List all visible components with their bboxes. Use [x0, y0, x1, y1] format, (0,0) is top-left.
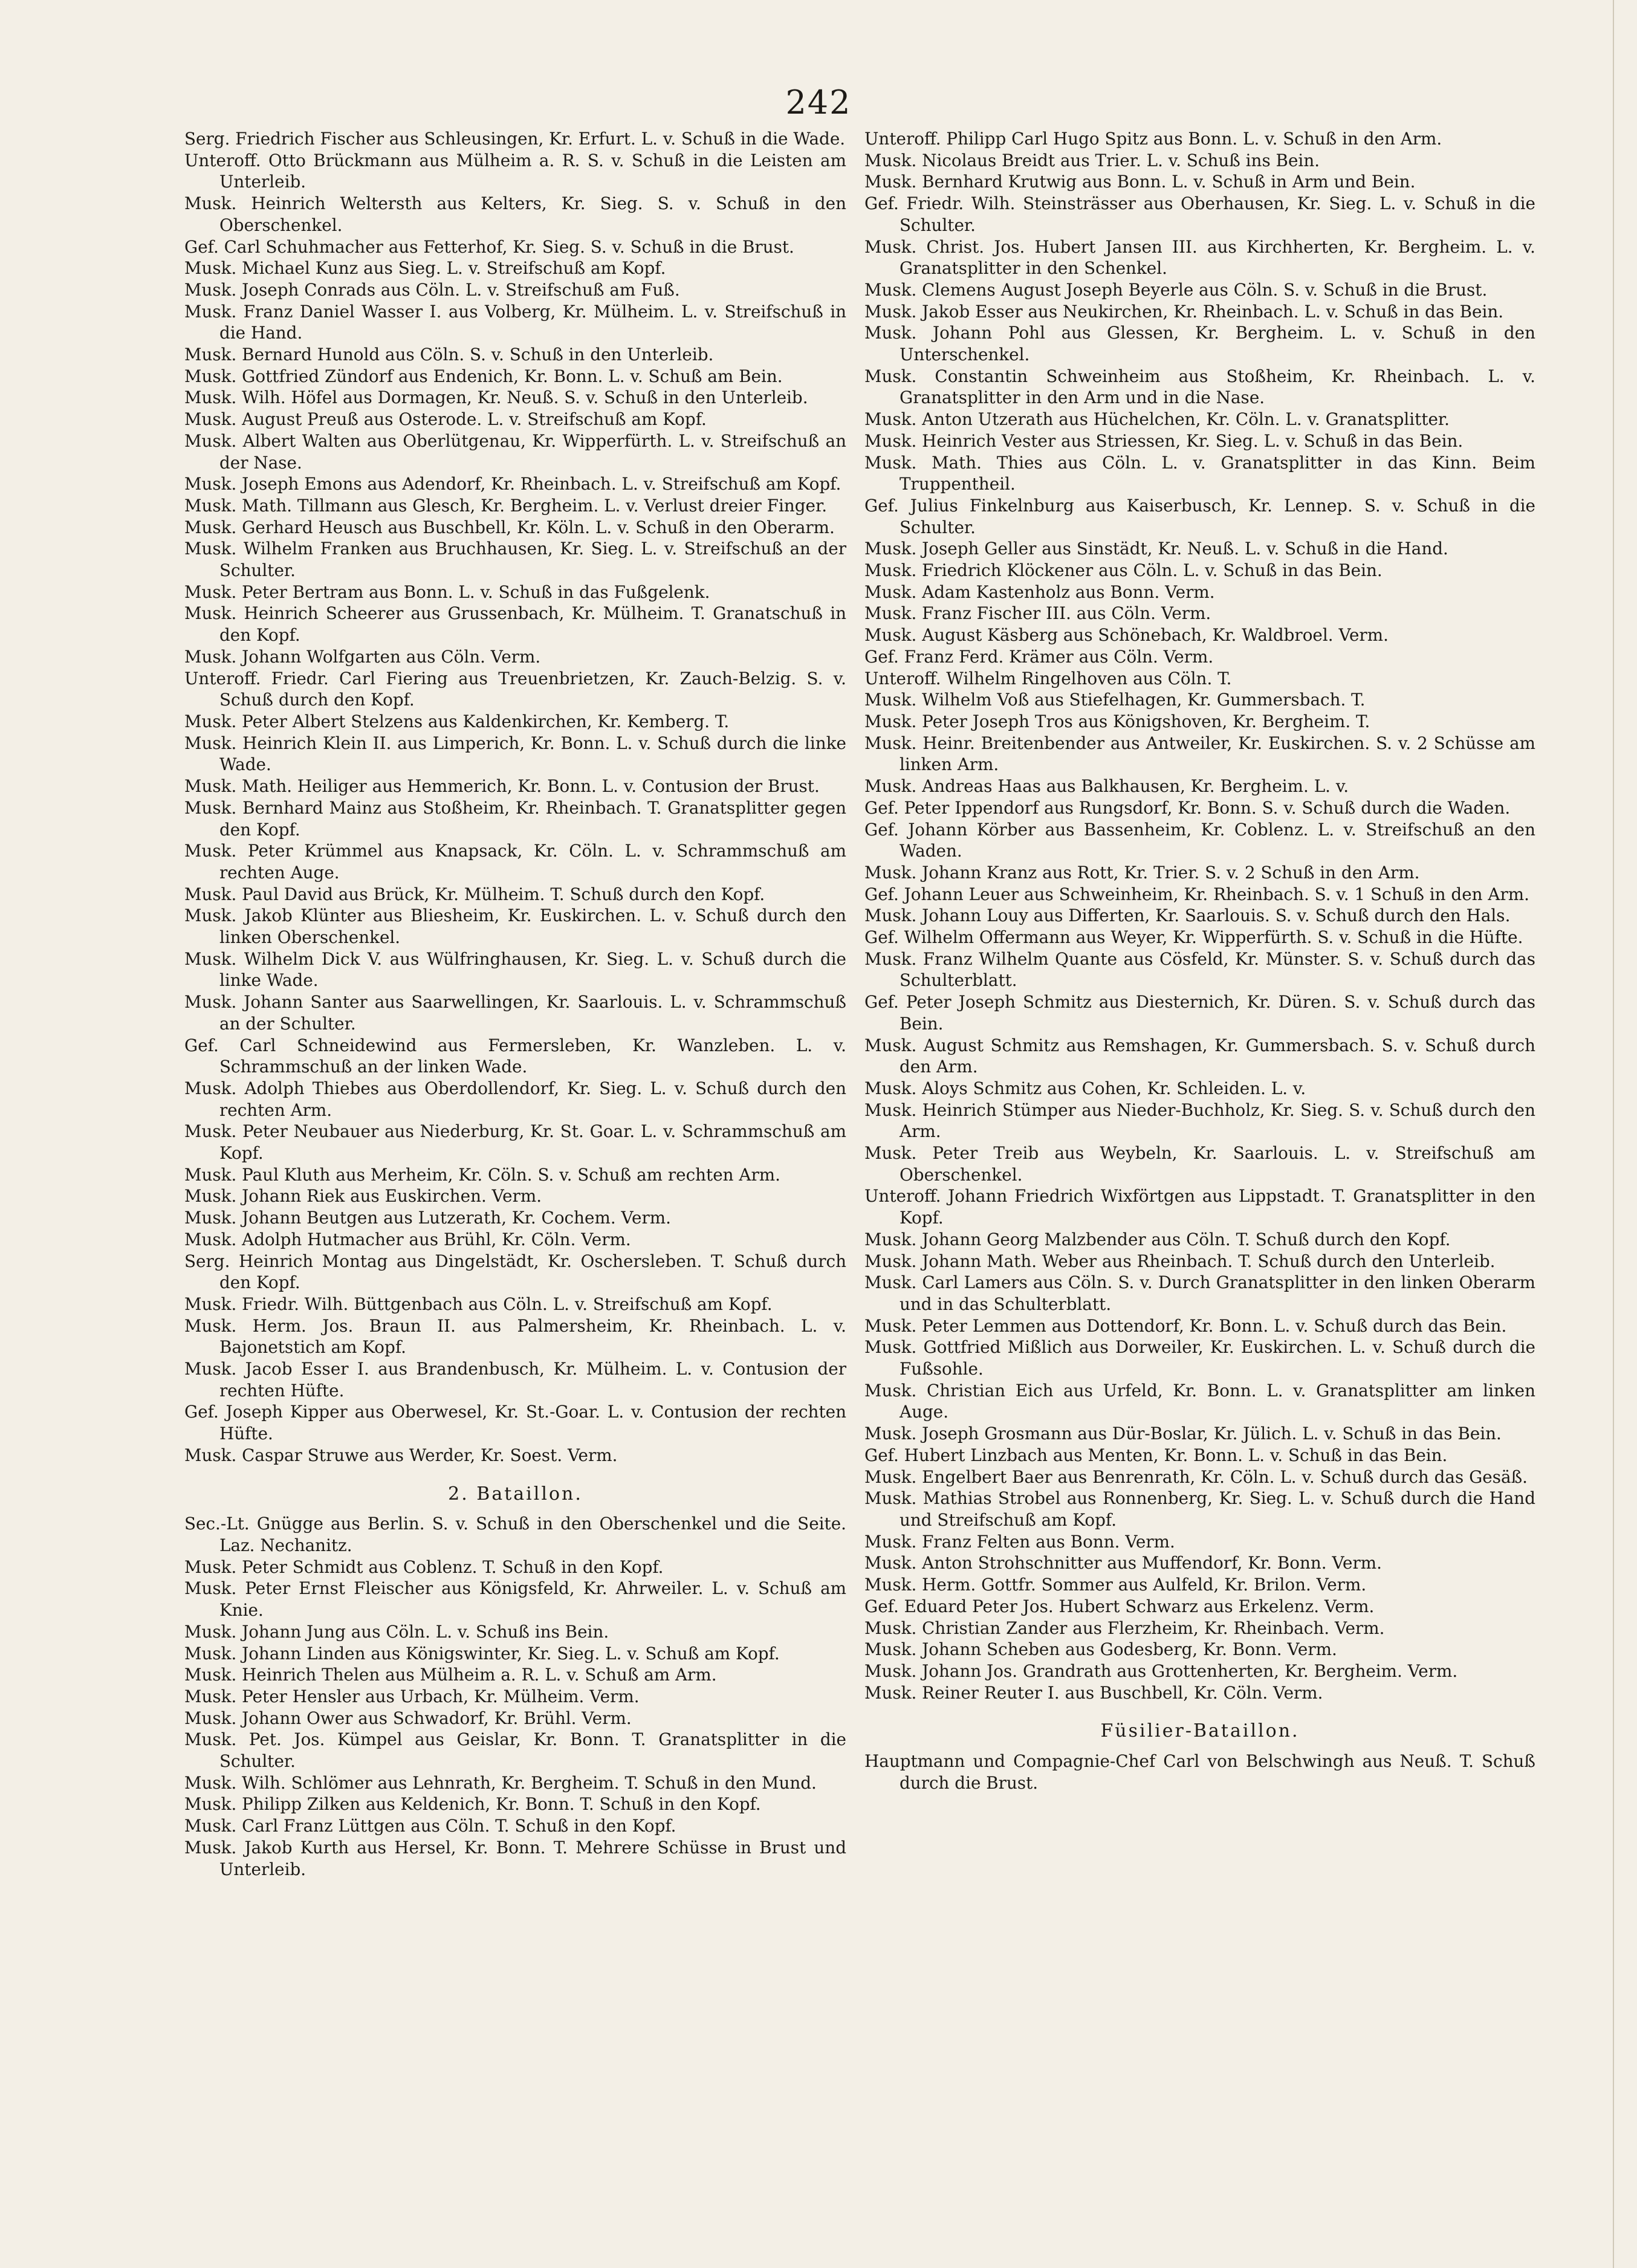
- casualty-entry: Musk. August Schmitz aus Remshagen, Kr. Gummersbach. S. v. Schuß durch den Arm.: [864, 1035, 1535, 1077]
- right-column: [864, 128, 1535, 1793]
- casualty-entry: Unteroff. Otto Brückmann aus Mülheim a. R. S. v. Schuß in die Leisten am Unterleib.: [184, 150, 846, 192]
- casualty-entry: Musk. Carl Franz Lüttgen aus Cöln. T. Schuß in den Kopf.: [184, 1816, 676, 1836]
- casualty-entry: Musk. Johann Beutgen aus Lutzerath, Kr. Cochem. Verm.: [184, 1208, 671, 1228]
- casualty-entry: Musk. Bernhard Mainz aus Stoßheim, Kr. Rheinbach. T. Granatsplitter gegen den Kopf.: [184, 797, 846, 840]
- casualty-entry: Musk. Reiner Reuter I. aus Buschbell, Kr. Cöln. Verm.: [864, 1682, 1323, 1703]
- casualty-entry: Musk. Wilhelm Voß aus Stiefelhagen, Kr. Gummersbach. T.: [864, 690, 1366, 710]
- casualty-entry: Musk. Johann Louy aus Differten, Kr. Saarlouis. S. v. Schuß durch den Hals.: [864, 906, 1511, 926]
- casualty-entry: Musk. Franz Wilhelm Quante aus Cösfeld, Kr. Münster. S. v. Schuß durch das Schulterblatt.: [864, 948, 1535, 991]
- casualty-entry: Musk. Peter Albert Stelzens aus Kaldenkirchen, Kr. Kemberg. T.: [184, 711, 730, 731]
- casualty-entry: Musk. Anton Strohschnitter aus Muffendorf, Kr. Bonn. Verm.: [864, 1553, 1382, 1573]
- casualty-entry: Musk. Joseph Emons aus Adendorf, Kr. Rheinbach. L. v. Streifschuß am Kopf.: [184, 474, 841, 494]
- casualty-entry: Musk. Math. Tillmann aus Glesch, Kr. Bergheim. L. v. Verlust dreier Finger.: [184, 495, 828, 516]
- casualty-entry: Musk. Bernhard Krutwig aus Bonn. L. v. Schuß in Arm und Bein.: [864, 172, 1416, 192]
- left-section-entry-list: [184, 1513, 846, 1880]
- casualty-entry: Gef. Peter Joseph Schmitz aus Diesternich, Kr. Düren. S. v. Schuß durch das Bein.: [864, 992, 1535, 1034]
- casualty-entry: Musk. Christian Eich aus Urfeld, Kr. Bonn. L. v. Granatsplitter am linken Auge.: [864, 1380, 1535, 1422]
- casualty-entry: Unteroff. Wilhelm Ringelhoven aus Cöln. T.: [864, 668, 1232, 688]
- casualty-entry: Unteroff. Philipp Carl Hugo Spitz aus Bonn. L. v. Schuß in den Arm.: [864, 129, 1442, 149]
- casualty-entry: Unteroff. Johann Friedrich Wixförtgen aus Lippstadt. T. Granatsplitter in den Kopf.: [864, 1186, 1535, 1228]
- casualty-entry: Musk. Paul David aus Brück, Kr. Mülheim. T. Schuß durch den Kopf.: [184, 884, 765, 904]
- casualty-entry: Musk. Nicolaus Breidt aus Trier. L. v. Schuß ins Bein.: [864, 150, 1320, 170]
- casualty-entry: Musk. Johann Wolfgarten aus Cöln. Verm.: [184, 646, 541, 667]
- casualty-entry: Musk. Peter Joseph Tros aus Königshoven, Kr. Bergheim. T.: [864, 711, 1370, 731]
- casualty-entry: Musk. Anton Utzerath aus Hüchelchen, Kr. Cöln. L. v. Granatsplitter.: [864, 409, 1450, 430]
- section-heading-2-bataillon: 2. Bataillon.: [448, 1483, 583, 1505]
- casualty-entry: Gef. Peter Ippendorf aus Rungsdorf, Kr. Bonn. S. v. Schuß durch die Waden.: [864, 797, 1511, 818]
- casualty-entry: Gef. Carl Schneidewind aus Fermersleben, Kr. Wanzleben. L. v. Schrammschuß an der linken Wade.: [184, 1035, 846, 1077]
- casualty-entry: Musk. Michael Kunz aus Sieg. L. v. Streifschuß am Kopf.: [184, 258, 666, 279]
- casualty-entry: Musk. Christ. Jos. Hubert Jansen III. aus Kirchherten, Kr. Bergheim. L. v. Granatsplitter in den Schenkel.: [864, 236, 1535, 279]
- casualty-entry: Musk. Herm. Gottfr. Sommer aus Aulfeld, Kr. Brilon. Verm.: [864, 1575, 1367, 1595]
- casualty-entry: Musk. August Käsberg aus Schönebach, Kr. Waldbroel. Verm.: [864, 625, 1389, 646]
- casualty-entry: Musk. August Preuß aus Osterode. L. v. Streifschuß am Kopf.: [184, 409, 707, 430]
- casualty-entry: Musk. Johann Jos. Grandrath aus Grottenherten, Kr. Bergheim. Verm.: [864, 1660, 1458, 1681]
- casualty-entry: Musk. Bernard Hunold aus Cöln. S. v. Schuß in den Unterleib.: [184, 345, 714, 365]
- casualty-entry: Musk. Wilh. Schlömer aus Lehnrath, Kr. Bergheim. T. Schuß in den Mund.: [184, 1772, 817, 1793]
- casualty-entry: Musk. Peter Lemmen aus Dottendorf, Kr. Bonn. L. v. Schuß durch das Bein.: [864, 1315, 1507, 1336]
- casualty-entry: Gef. Carl Schuhmacher aus Fetterhof, Kr. Sieg. S. v. Schuß in die Brust.: [184, 236, 794, 257]
- casualty-entry: Gef. Friedr. Wilh. Steinsträsser aus Oberhausen, Kr. Sieg. L. v. Schuß in die Schulter.: [864, 193, 1535, 235]
- casualty-entry: Musk. Heinrich Stümper aus Nieder-Buchholz, Kr. Sieg. S. v. Schuß durch den Arm.: [864, 1100, 1535, 1142]
- casualty-entry: Musk. Johann Pohl aus Glessen, Kr. Bergheim. L. v. Schuß in den Unterschenkel.: [864, 323, 1535, 365]
- casualty-entry: Gef. Julius Finkelnburg aus Kaiserbusch, Kr. Lennep. S. v. Schuß in die Schulter.: [864, 495, 1535, 537]
- casualty-entry: Musk. Wilhelm Franken aus Bruchhausen, Kr. Sieg. L. v. Streifschuß an der Schulter.: [184, 539, 846, 581]
- casualty-entry: Musk. Gerhard Heusch aus Buschbell, Kr. Köln. L. v. Schuß in den Oberarm.: [184, 517, 835, 537]
- right-section-entry-list: [864, 1751, 1535, 1793]
- casualty-entry: Musk. Adam Kastenholz aus Bonn. Verm.: [864, 582, 1215, 602]
- casualty-entry: Hauptmann und Compagnie-Chef Carl von Belschwingh aus Neuß. T. Schuß durch die Brust.: [864, 1751, 1535, 1793]
- casualty-entry: Musk. Peter Bertram aus Bonn. L. v. Schuß in das Fußgelenk.: [184, 582, 710, 602]
- casualty-entry: Musk. Heinrich Klein II. aus Limperich, Kr. Bonn. L. v. Schuß durch die linke Wade.: [184, 733, 846, 775]
- casualty-entry: Musk. Wilh. Höfel aus Dormagen, Kr. Neuß. S. v. Schuß in den Unterleib.: [184, 387, 808, 408]
- casualty-entry: Musk. Gottfried Mißlich aus Dorweiler, Kr. Euskirchen. L. v. Schuß durch die Fußsohle.: [864, 1337, 1535, 1379]
- casualty-entry: Gef. Hubert Linzbach aus Menten, Kr. Bonn. L. v. Schuß in das Bein.: [864, 1445, 1448, 1465]
- casualty-entry: Gef. Johann Leuer aus Schweinheim, Kr. Rheinbach. S. v. 1 Schuß in den Arm.: [864, 884, 1529, 904]
- casualty-entry: Musk. Franz Daniel Wasser I. aus Volberg, Kr. Mülheim. L. v. Streifschuß in die Hand.: [184, 301, 846, 343]
- casualty-entry: Musk. Aloys Schmitz aus Cohen, Kr. Schleiden. L. v.: [864, 1078, 1306, 1098]
- casualty-entry: Musk. Heinrich Vester aus Striessen, Kr. Sieg. L. v. Schuß in das Bein.: [864, 430, 1464, 451]
- page-number: 242: [785, 83, 852, 122]
- casualty-entry: Musk. Heinrich Scheerer aus Grussenbach, Kr. Mülheim. T. Granatschuß in den Kopf.: [184, 603, 846, 646]
- casualty-entry: Musk. Joseph Geller aus Sinstädt, Kr. Neuß. L. v. Schuß in die Hand.: [864, 539, 1448, 559]
- casualty-entry: Musk. Peter Schmidt aus Coblenz. T. Schuß in den Kopf.: [184, 1557, 664, 1577]
- casualty-entry: Musk. Wilhelm Dick V. aus Wülfringhausen, Kr. Sieg. L. v. Schuß durch die linke Wade.: [184, 948, 846, 991]
- casualty-entry: Musk. Johann Linden aus Königswinter, Kr. Sieg. L. v. Schuß am Kopf.: [184, 1643, 780, 1664]
- casualty-entry: Sec.-Lt. Gnügge aus Berlin. S. v. Schuß in den Oberschenkel und die Seite. Laz. Nechanitz.: [184, 1514, 846, 1555]
- casualty-entry: Musk. Adolph Hutmacher aus Brühl, Kr. Cöln. Verm.: [184, 1229, 631, 1249]
- page-fold-line: [1613, 0, 1614, 2268]
- casualty-entry: Gef. Joseph Kipper aus Oberwesel, Kr. St.-Goar. L. v. Contusion der rechten Hüfte.: [184, 1402, 846, 1444]
- casualty-entry: Musk. Albert Walten aus Oberlütgenau, Kr. Wipperfürth. L. v. Streifschuß an der Nase.: [184, 430, 846, 473]
- left-entry-list: [184, 128, 846, 1466]
- left-column: [184, 128, 846, 1880]
- casualty-entry: Musk. Peter Hensler aus Urbach, Kr. Mülheim. Verm.: [184, 1686, 640, 1706]
- casualty-entry: Musk. Engelbert Baer aus Benrenrath, Kr. Cöln. L. v. Schuß durch das Gesäß.: [864, 1466, 1528, 1487]
- casualty-entry: Musk. Franz Fischer III. aus Cöln. Verm.: [864, 603, 1211, 624]
- casualty-entry: Musk. Pet. Jos. Kümpel aus Geislar, Kr. Bonn. T. Granatsplitter in die Schulter.: [184, 1729, 846, 1772]
- casualty-entry: Musk. Johann Santer aus Saarwellingen, Kr. Saarlouis. L. v. Schrammschuß an der Schulter.: [184, 992, 846, 1034]
- casualty-entry: Musk. Clemens August Joseph Beyerle aus Cöln. S. v. Schuß in die Brust.: [864, 279, 1488, 300]
- right-entry-list: [864, 128, 1535, 1703]
- casualty-entry: Musk. Johann Kranz aus Rott, Kr. Trier. S. v. 2 Schuß in den Arm.: [864, 862, 1420, 883]
- casualty-entry: Serg. Heinrich Montag aus Dingelstädt, Kr. Oschersleben. T. Schuß durch den Kopf.: [184, 1251, 846, 1293]
- casualty-entry: Musk. Gottfried Zündorf aus Endenich, Kr. Bonn. L. v. Schuß am Bein.: [184, 366, 783, 386]
- casualty-entry: Musk. Joseph Grosmann aus Dür-Boslar, Kr. Jülich. L. v. Schuß in das Bein.: [864, 1424, 1502, 1444]
- casualty-entry: Musk. Caspar Struwe aus Werder, Kr. Soest. Verm.: [184, 1445, 618, 1465]
- casualty-entry: Musk. Andreas Haas aus Balkhausen, Kr. Bergheim. L. v.: [864, 776, 1349, 797]
- casualty-entry: Musk. Christian Zander aus Flerzheim, Kr. Rheinbach. Verm.: [864, 1618, 1385, 1638]
- casualty-entry: Musk. Peter Ernst Fleischer aus Königsfeld, Kr. Ahrweiler. L. v. Schuß am Knie.: [184, 1578, 846, 1621]
- casualty-entry: Musk. Adolph Thiebes aus Oberdollendorf, Kr. Sieg. L. v. Schuß durch den rechten Arm.: [184, 1078, 846, 1120]
- casualty-entry: Musk. Philipp Zilken aus Keldenich, Kr. Bonn. T. Schuß in den Kopf.: [184, 1794, 761, 1815]
- casualty-entry: Musk. Heinr. Breitenbender aus Antweiler, Kr. Euskirchen. S. v. 2 Schüsse am linken Arm.: [864, 733, 1535, 775]
- casualty-entry: Musk. Johann Georg Malzbender aus Cöln. T. Schuß durch den Kopf.: [864, 1229, 1451, 1249]
- casualty-entry: Musk. Heinrich Thelen aus Mülheim a. R. L. v. Schuß am Arm.: [184, 1665, 717, 1685]
- casualty-entry: Musk. Peter Treib aus Weybeln, Kr. Saarlouis. L. v. Streifschuß am Oberschenkel.: [864, 1143, 1535, 1185]
- casualty-entry: Musk. Paul Kluth aus Merheim, Kr. Cöln. S. v. Schuß am rechten Arm.: [184, 1164, 780, 1185]
- casualty-entry: Musk. Math. Heiliger aus Hemmerich, Kr. Bonn. L. v. Contusion der Brust.: [184, 776, 820, 797]
- casualty-entry: Musk. Jacob Esser I. aus Brandenbusch, Kr. Mülheim. L. v. Contusion der rechten Hüfte.: [184, 1359, 846, 1401]
- casualty-entry: Gef. Eduard Peter Jos. Hubert Schwarz aus Erkelenz. Verm.: [864, 1596, 1375, 1616]
- casualty-entry: Gef. Wilhelm Offermann aus Weyer, Kr. Wipperfürth. S. v. Schuß in die Hüfte.: [864, 927, 1523, 948]
- casualty-entry: Musk. Johann Math. Weber aus Rheinbach. T. Schuß durch den Unterleib.: [864, 1251, 1496, 1271]
- casualty-entry: Musk. Friedrich Klöckener aus Cöln. L. v. Schuß in das Bein.: [864, 560, 1383, 581]
- casualty-entry: Musk. Johann Ower aus Schwadorf, Kr. Brühl. Verm.: [184, 1708, 632, 1728]
- casualty-entry: Gef. Johann Körber aus Bassenheim, Kr. Coblenz. L. v. Streifschuß an den Waden.: [864, 819, 1535, 861]
- casualty-entry: Musk. Heinrich Weltersth aus Kelters, Kr. Sieg. S. v. Schuß in den Oberschenkel.: [184, 193, 846, 235]
- casualty-entry: Gef. Franz Ferd. Krämer aus Cöln. Verm.: [864, 646, 1214, 667]
- casualty-entry: Musk. Joseph Conrads aus Cöln. L. v. Streifschuß am Fuß.: [184, 279, 680, 300]
- casualty-entry: Musk. Constantin Schweinheim aus Stoßheim, Kr. Rheinbach. L. v. Granatsplitter in den Arm und in die Nase.: [864, 366, 1535, 408]
- casualty-entry: Unteroff. Friedr. Carl Fiering aus Treuenbrietzen, Kr. Zauch-Belzig. S. v. Schuß durch den Kopf.: [184, 668, 846, 710]
- casualty-entry: Musk. Jakob Esser aus Neukirchen, Kr. Rheinbach. L. v. Schuß in das Bein.: [864, 301, 1504, 322]
- casualty-entry: Musk. Johann Riek aus Euskirchen. Verm.: [184, 1186, 542, 1207]
- casualty-entry: Musk. Herm. Jos. Braun II. aus Palmersheim, Kr. Rheinbach. L. v. Bajonetstich am Kopf.: [184, 1315, 846, 1358]
- casualty-entry: Musk. Carl Lamers aus Cöln. S. v. Durch Granatsplitter in den linken Oberarm und in das Schulterblatt.: [864, 1272, 1535, 1314]
- casualty-entry: Musk. Friedr. Wilh. Büttgenbach aus Cöln. L. v. Streifschuß am Kopf.: [184, 1294, 773, 1314]
- casualty-entry: Musk. Math. Thies aus Cöln. L. v. Granatsplitter in das Kinn. Beim Truppentheil.: [864, 452, 1535, 494]
- section-heading-fusilier-bataillon: Füsilier-Bataillon.: [1100, 1720, 1300, 1742]
- casualty-entry: Musk. Jakob Klünter aus Bliesheim, Kr. Euskirchen. L. v. Schuß durch den linken Oberschenkel.: [184, 906, 846, 948]
- casualty-entry: Serg. Friedrich Fischer aus Schleusingen, Kr. Erfurt. L. v. Schuß in die Wade.: [184, 129, 846, 149]
- casualty-entry: Musk. Johann Scheben aus Godesberg, Kr. Bonn. Verm.: [864, 1639, 1337, 1660]
- casualty-entry: Musk. Johann Jung aus Cöln. L. v. Schuß ins Bein.: [184, 1621, 609, 1642]
- casualty-entry: Musk. Franz Felten aus Bonn. Verm.: [864, 1531, 1175, 1552]
- casualty-entry: Musk. Peter Neubauer aus Niederburg, Kr. St. Goar. L. v. Schrammschuß am Kopf.: [184, 1121, 846, 1164]
- casualty-entry: Musk. Peter Krümmel aus Knapsack, Kr. Cöln. L. v. Schrammschuß am rechten Auge.: [184, 841, 846, 883]
- casualty-entry: Musk. Jakob Kurth aus Hersel, Kr. Bonn. T. Mehrere Schüsse in Brust und Unterleib.: [184, 1837, 846, 1879]
- casualty-entry: Musk. Mathias Strobel aus Ronnenberg, Kr. Sieg. L. v. Schuß durch die Hand und Streifschuß am Kopf.: [864, 1488, 1535, 1530]
